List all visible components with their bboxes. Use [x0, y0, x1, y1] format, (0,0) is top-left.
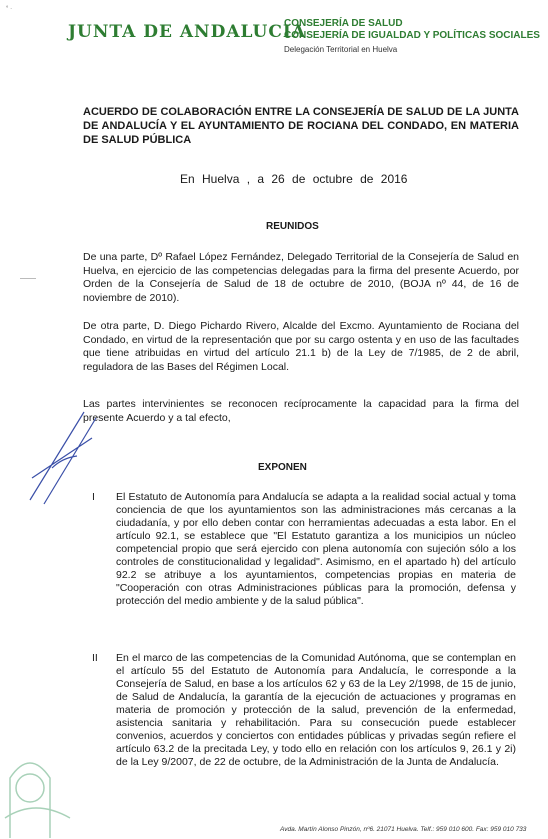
- reunidos-heading: REUNIDOS: [266, 221, 319, 232]
- footer-address: Avda. Martín Alonso Pinzón, nº6. 21071 Huelva. Telf.: 959 010 600. Fax: 959 010 733: [280, 826, 527, 833]
- paragraph-alcalde: De otra parte, D. Diego Pichardo Rivero, Alcalde del Excmo. Ayuntamiento de Rociana del Condado, en virtud de la representación que por su cargo ostenta y en uso de las facultades que tiene atribuidas en virtud del artículo 21.1 b) de la Ley de 7/1985, de 2 de abril, reguladora de las Bases del Régimen Local.: [83, 320, 519, 373]
- document-title: ACUERDO DE COLABORACIÓN ENTRE LA CONSEJERÍA DE SALUD DE LA JUNTA DE ANDALUCÍA Y EL AYUNTAMIENTO DE ROCIANA DEL CONDADO, EN MATERIA DE SALUD PÚBLICA: [83, 106, 519, 146]
- scan-mark: ° ·: [6, 6, 13, 12]
- junta-andalucia-logo: JUNTA DE ANDALUCIA: [68, 22, 307, 42]
- section-text: El Estatuto de Autonomía para Andalucía se adapta a la realidad social actual y toma conciencia de que los ayuntamientos son las administraciones más cercanas a la ciudadanía, y por ello deben contar con herramientas adecuadas a esta labor. En el artículo 92.1, se establece que "El Estatuto garantiza a los municipios un núcleo competencial propio que será ejercido con plena autonomía con sujeción sólo a los controles de constitucionalidad y legalidad". Asimismo, en el apartado h) del artículo 92.2 se atribuye a los ayuntamientos, competencias propias en materia de "Cooperación con otras Administraciones públicas para la promoción, defensa y protección del medio ambiente y de la salud pública".: [116, 491, 516, 607]
- watermark-emblem: [0, 718, 78, 839]
- letterhead-block: [284, 18, 540, 56]
- dateline: En Huelva , a 26 de octubre de 2016: [180, 172, 408, 186]
- paragraph-partes: Las partes intervinientes se reconocen recíprocamente la capacidad para la firma del presente Acuerdo y a tal efecto,: [83, 398, 519, 424]
- exponen-heading: EXPONEN: [258, 462, 307, 473]
- delegacion-label: Delegación Territorial en Huelva: [284, 45, 398, 54]
- section-number: I: [92, 491, 95, 503]
- section-text: En el marco de las competencias de la Comunidad Autónoma, que se contemplan en el artículo 55 del Estatuto de Autonomía para Andalucía, le corresponde a la Consejería de Salud, en base a los artículos 62 y 63 de la Ley 2/1998, de 15 de junio, de Salud de Andalucía, la garantía de la ejecución de actuaciones y programas en materia de promoción y protección de la salud, prevención de la enfermedad, asistencia sanitaria y rehabilitación. Para su consecución puede establecer convenios, acuerdos y conciertos con entidades públicas y privadas según refiere el artículo 63.2 de la precitada Ley, y todo ello en relación con los artículos 9, 26.1 y 2i) de la Ley 9/2007, de 22 de octubre, de la Administración de la Junta de Andalucía.: [116, 652, 516, 768]
- margin-mark: [20, 278, 36, 279]
- paragraph-delegado: De una parte, Dº Rafael López Fernández, Delegado Territorial de la Consejería de Salud en Huelva, en ejercicio de las competencias delegadas para la firma del presente Acuerdo, por Orden de la Consejería de Salud de 18 de octubre de 2010, (BOJA nº 44, de 16 de noviembre de 2010).: [83, 251, 519, 304]
- section-number: II: [92, 652, 98, 664]
- handwritten-signature: [22, 408, 112, 508]
- consejeria-salud-label: CONSEJERÍA DE SALUD: [284, 18, 403, 29]
- consejeria-igualdad-label: CONSEJERÍA DE IGUALDAD Y POLÍTICAS SOCIALES: [284, 30, 540, 41]
